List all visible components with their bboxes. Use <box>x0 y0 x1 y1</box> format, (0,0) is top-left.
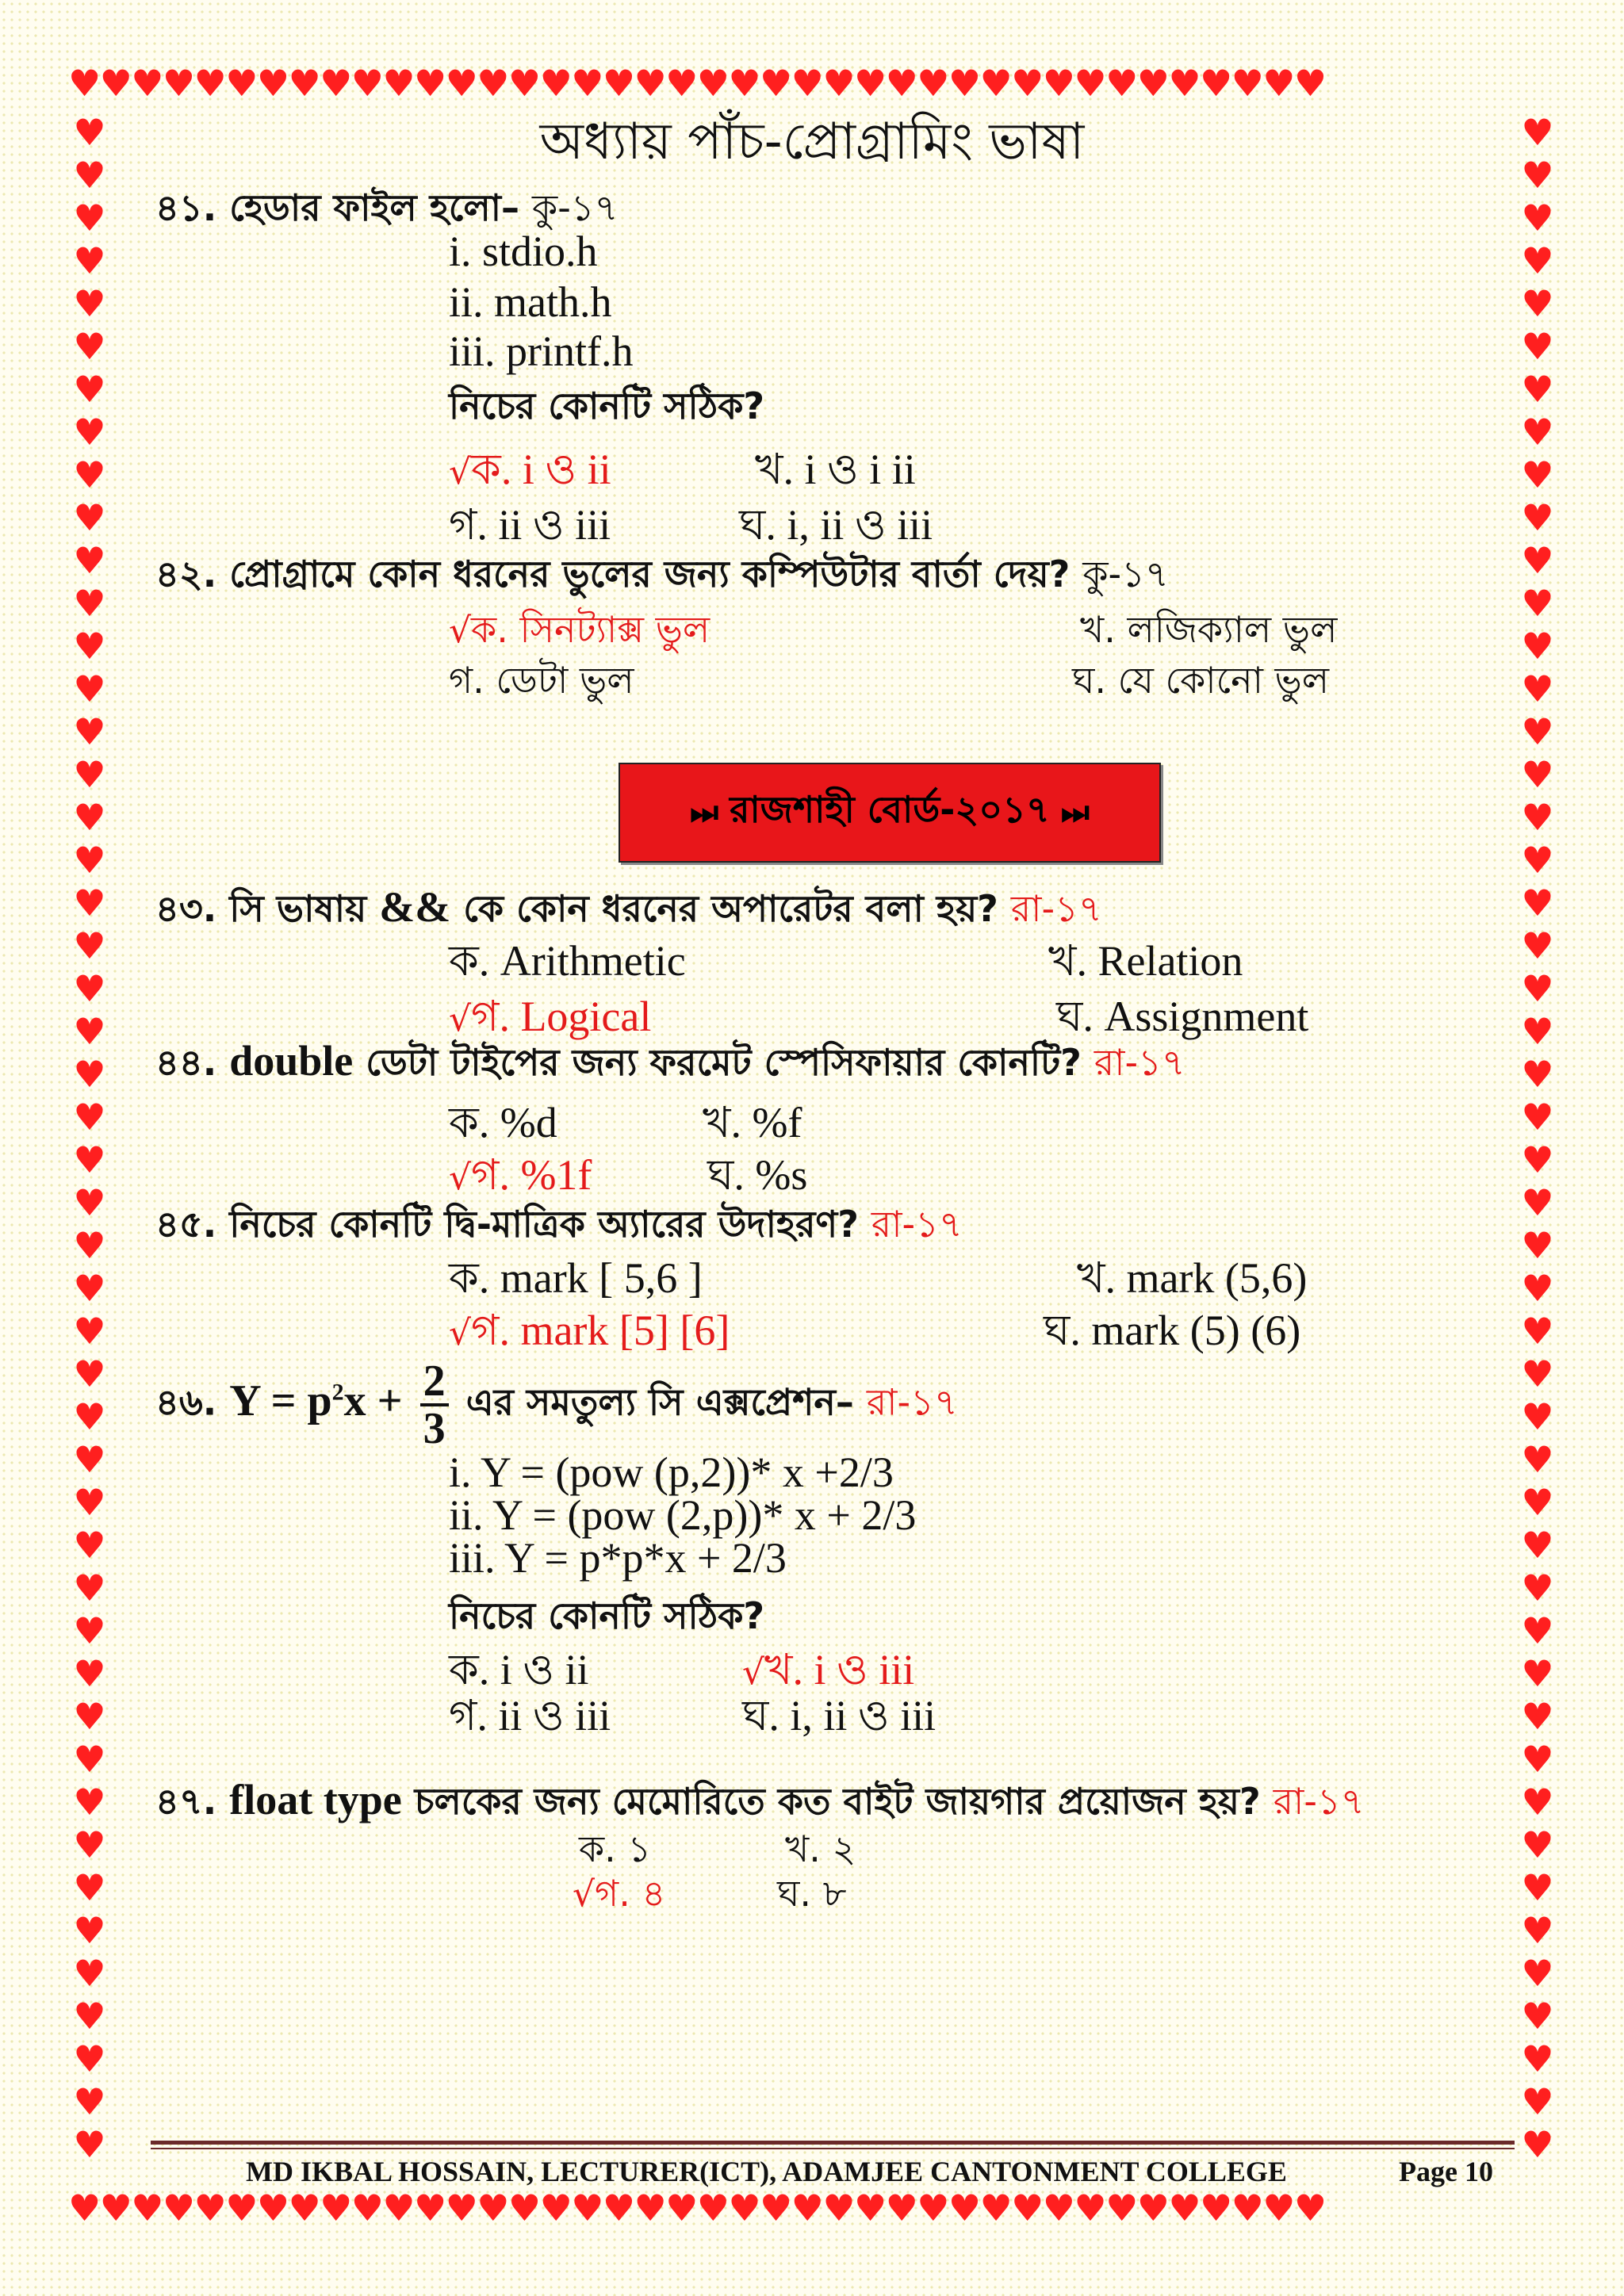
q47-option-b: খ. ২ <box>785 1827 856 1870</box>
q46-option-b: √খ. i ও iii <box>742 1646 915 1693</box>
check-icon: √ <box>449 610 472 651</box>
q41-option-c: গ. ii ও iii <box>449 501 611 549</box>
question-45: ৪৫. নিচের কোনটি দ্বি-মাত্রিক অ্যারের উদাহরণ? রা-১৭ <box>155 1203 963 1246</box>
q41-item-1: i. stdio.h <box>449 228 598 275</box>
q45-option-a: ক. mark [ 5,6 ] <box>449 1254 703 1302</box>
q46-item-1: i. Y = (pow (p,2))* x +2/3 <box>449 1448 894 1496</box>
check-icon: √ <box>449 1313 472 1353</box>
q41-item-2: ii. math.h <box>449 278 612 326</box>
footer-author: MD IKBAL HOSSAIN, LECTURER(ICT), ADAMJEE CANTONMENT COLLEGE <box>246 2156 1287 2187</box>
fraction: $\frac{2}{3}$ <box>420 1359 449 1451</box>
q44-option-a: ক. %d <box>449 1099 557 1146</box>
q46-item-3: iii. Y = p*p*x + 2/3 <box>449 1534 787 1582</box>
question-44: ৪৪. double ডেটা টাইপের জন্য ফরমেট স্পেসিফায়ার কোনটি? রা-১৭ <box>155 1037 1185 1085</box>
q43-option-a: ক. Arithmetic <box>449 937 686 985</box>
q42-option-a: √ক. সিনট্যাক্স ভুল <box>449 608 710 651</box>
page-number: Page 10 <box>1399 2156 1493 2187</box>
check-icon: √ <box>449 1158 472 1198</box>
q47-option-c: √গ. ৪ <box>573 1872 666 1915</box>
q42-option-b: খ. লজিক্যাল ভুল <box>1080 608 1338 651</box>
check-icon: √ <box>742 1652 765 1693</box>
q46-option-c: গ. ii ও iii <box>449 1692 611 1739</box>
q46-prompt: নিচের কোনটি সঠিক? <box>449 1594 765 1637</box>
fast-forward-icon: ⏭ <box>690 794 719 831</box>
q44-option-c: √গ. %1f <box>449 1151 592 1199</box>
question-ref: কু-১৭ <box>1082 553 1169 595</box>
q41-option-a: √ক. i ও ii <box>449 446 611 493</box>
q44-option-b: খ. %f <box>703 1099 802 1146</box>
question-42: ৪২. প্রোগ্রামে কোন ধরনের ভুলের জন্য কম্পিউটার বার্তা দেয়? কু-১৭ <box>155 553 1169 595</box>
q42-option-d: ঘ. যে কোনো ভুল <box>1072 659 1330 702</box>
question-ref: রা-১৭ <box>866 1380 958 1424</box>
q43-option-c: √গ. Logical <box>449 993 652 1040</box>
check-icon: √ <box>449 999 472 1039</box>
check-icon: √ <box>573 1874 596 1915</box>
q42-option-c: গ. ডেটা ভুল <box>449 659 634 702</box>
footer-divider-thin <box>151 2148 1515 2149</box>
fast-forward-icon: ⏭ <box>1060 794 1090 831</box>
q47-option-a: ক. ১ <box>579 1827 652 1870</box>
board-banner: ⏭ রাজশাহী বোর্ড-২০১৭ ⏭ <box>619 763 1161 863</box>
q45-option-b: খ. mark (5,6) <box>1077 1254 1308 1302</box>
question-ref: কু-১৭ <box>532 186 619 229</box>
equation: $Y = p^2x$ + <box>229 1376 403 1425</box>
question-47: ৪৭. float type চলকের জন্য মেমোরিতে কত বাইট জায়গার প্রয়োজন হয়? রা-১৭ <box>155 1776 1365 1823</box>
q44-option-d: ঘ. %s <box>707 1151 808 1199</box>
q46-option-d: ঘ. i, ii ও iii <box>742 1692 936 1739</box>
question-46: ৪৬. $Y = p^2x$ + $\frac{2}{3}$ এর সমতুল্য সি এক্সপ্রেশন– রা-১৭ <box>155 1357 958 1453</box>
heart-border-top: ♥♥♥♥♥♥♥♥♥♥♥♥♥♥♥♥♥♥♥♥♥♥♥♥♥♥♥♥♥♥♥♥♥♥♥♥♥♥♥♥ <box>68 65 1326 105</box>
footer-divider <box>151 2141 1515 2145</box>
question-ref: রা-১৭ <box>1273 1780 1365 1823</box>
heart-border-left: ♥♥♥♥♥♥♥♥♥♥♥♥♥♥♥♥♥♥♥♥♥♥♥♥♥♥♥♥♥♥♥♥♥♥♥♥♥♥♥♥♥♥♥♥♥♥♥♥ <box>73 111 106 2166</box>
q45-option-d: ঘ. mark (5) (6) <box>1044 1307 1301 1354</box>
question-ref: রা-১৭ <box>1094 1041 1185 1084</box>
question-ref: রা-১৭ <box>871 1203 963 1246</box>
q47-option-d: ঘ. ৮ <box>777 1872 847 1915</box>
q43-option-b: খ. Relation <box>1048 937 1243 985</box>
q45-option-c: √গ. mark [5] [6] <box>449 1307 730 1354</box>
q46-option-a: ক. i ও ii <box>449 1646 589 1693</box>
q41-prompt: নিচের কোনটি সঠিক? <box>449 385 765 427</box>
check-icon: √ <box>449 452 472 492</box>
heart-border-right: ♥♥♥♥♥♥♥♥♥♥♥♥♥♥♥♥♥♥♥♥♥♥♥♥♥♥♥♥♥♥♥♥♥♥♥♥♥♥♥♥♥♥♥♥♥♥♥♥ <box>1521 111 1554 2166</box>
heart-border-bottom: ♥♥♥♥♥♥♥♥♥♥♥♥♥♥♥♥♥♥♥♥♥♥♥♥♥♥♥♥♥♥♥♥♥♥♥♥♥♥♥♥ <box>68 2190 1326 2229</box>
q46-item-2: ii. Y = (pow (2,p))* x + 2/3 <box>449 1491 917 1539</box>
question-43: ৪৩. সি ভাষায় && কে কোন ধরনের অপারেটর বলা হয়? রা-১৭ <box>155 883 1102 931</box>
question-ref: রা-১৭ <box>1010 887 1102 930</box>
question-41: ৪১. হেডার ফাইল হলো– কু-১৭ <box>155 186 619 229</box>
page-title: অধ্যায় পাঁচ-প্রোগ্রামিং ভাষা <box>539 113 1085 171</box>
q41-item-3: iii. printf.h <box>449 327 634 375</box>
q41-option-d: ঘ. i, ii ও iii <box>739 501 933 549</box>
q41-option-b: খ. i ও i ii <box>755 446 916 493</box>
q43-option-d: ঘ. Assignment <box>1056 993 1309 1040</box>
